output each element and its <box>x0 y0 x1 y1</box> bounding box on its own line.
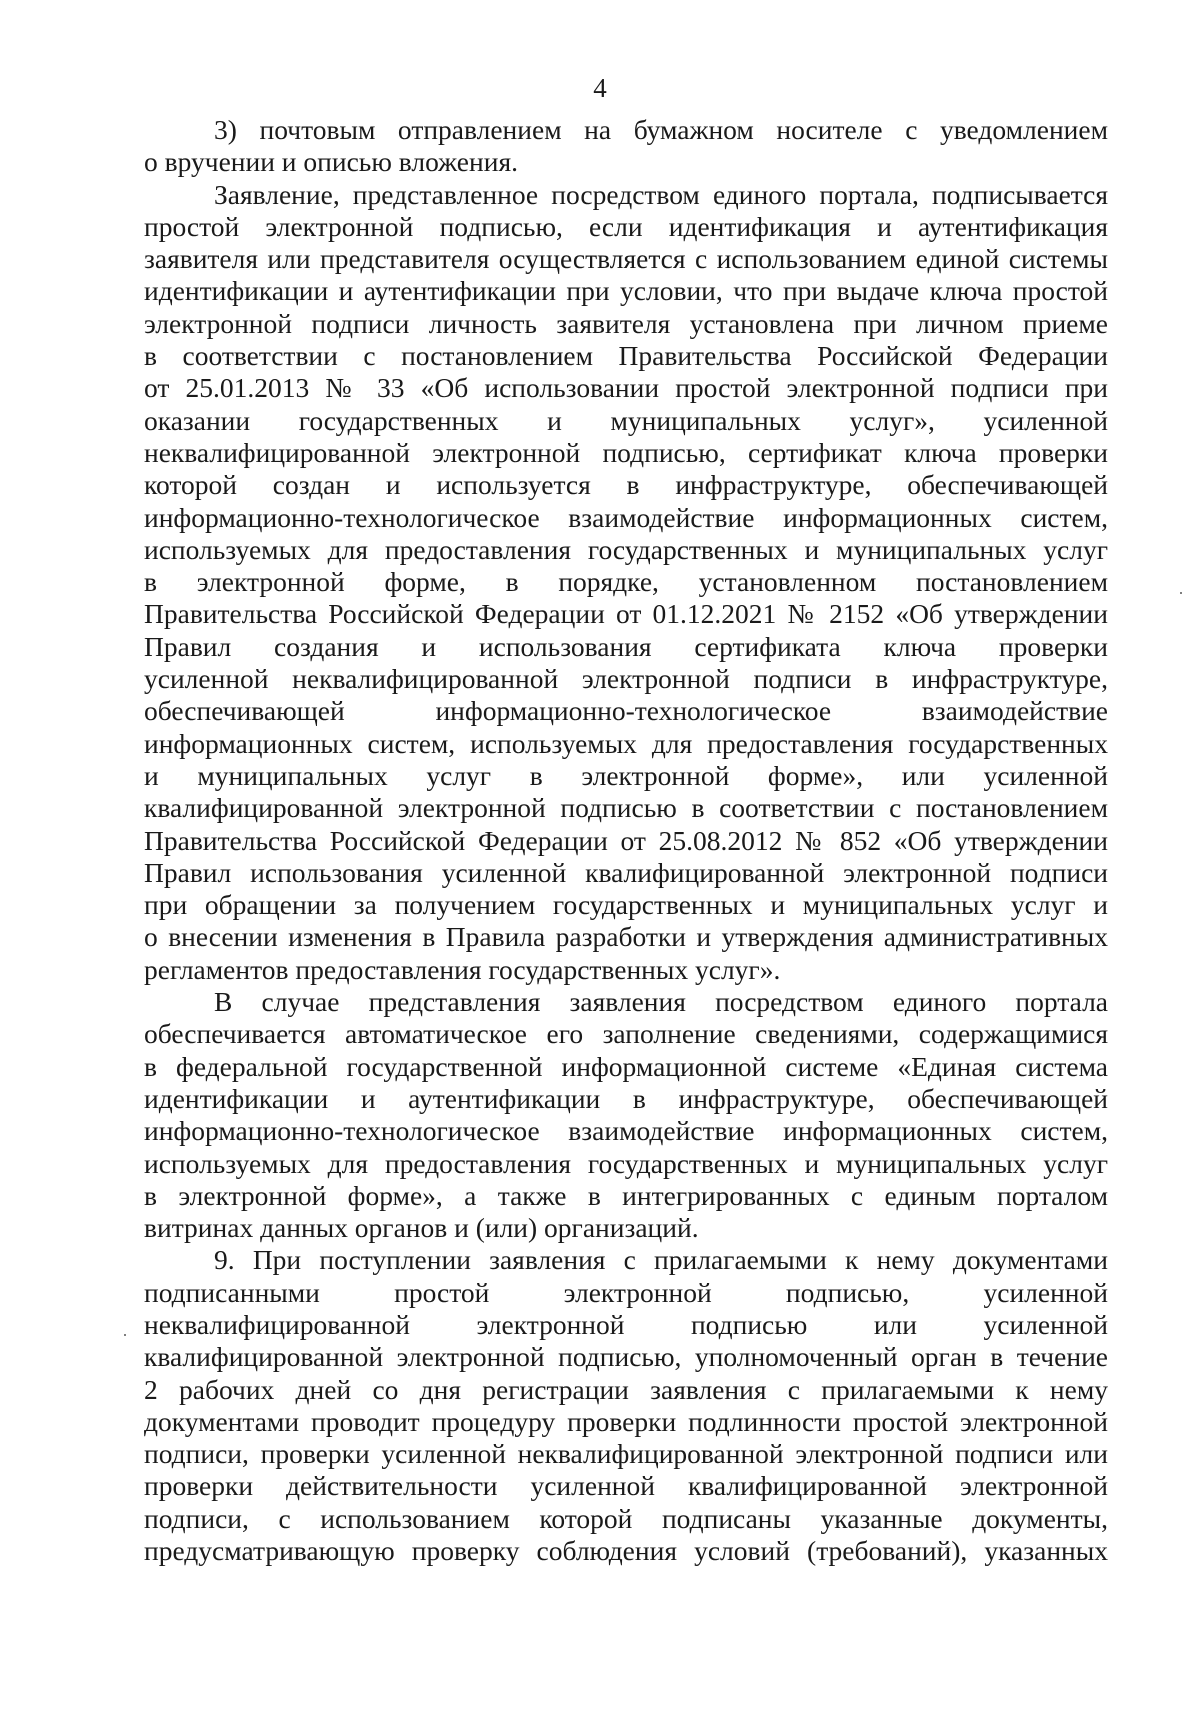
text-line: в федеральной государственной информационной системе «Единая система <box>144 1050 1108 1082</box>
text-line: и муниципальных услуг в электронной форме», или усиленной <box>144 759 1108 791</box>
document-body <box>144 114 1108 1567</box>
text-line: обеспечивается автоматическое его заполнение сведениями, содержащимися <box>144 1018 1108 1050</box>
text-line: подписанными простой электронной подписью, усиленной <box>144 1276 1108 1308</box>
scan-speck <box>124 1334 126 1336</box>
text-line: обеспечивающей информационно-технологическое взаимодействие <box>144 695 1108 727</box>
page-number: 4 <box>593 73 607 103</box>
text-line: Правительства Российской Федерации от 25.08.2012 № 852 «Об утверждении <box>144 824 1108 856</box>
text-line: которой создан и используется в инфраструктуре, обеспечивающей <box>144 469 1108 501</box>
text-line: идентификации и аутентификации в инфраструктуре, обеспечивающей <box>144 1082 1108 1114</box>
text-line: В случае представления заявления посредством единого портала <box>214 986 1108 1018</box>
text-line: витринах данных органов и (или) организаций. <box>144 1212 699 1244</box>
text-line: 3) почтовым отправлением на бумажном носителе с уведомлением <box>214 114 1108 145</box>
paragraph-portal-autofill <box>144 986 1108 1244</box>
text-line: предусматривающую проверку соблюдения условий (требований), указанных <box>144 1535 1108 1567</box>
text-line: проверки действительности усиленной квалифицированной электронной <box>144 1470 1108 1502</box>
text-line: неквалифицированной электронной подписью или усиленной <box>144 1308 1108 1340</box>
text-line: оказании государственных и муниципальных услуг», усиленной <box>144 404 1108 436</box>
text-line: 2 рабочих дней со дня регистрации заявления с прилагаемыми к нему <box>144 1373 1108 1405</box>
text-line: в соответствии с постановлением Правительства Российской Федерации <box>144 340 1108 372</box>
text-line: о внесении изменения в Правила разработки и утверждения административных <box>144 921 1108 953</box>
text-line: простой электронной подписью, если идентификация и аутентификация <box>144 210 1108 242</box>
scan-speck <box>1180 592 1182 594</box>
text-line: подписи, с использованием которой подписаны указанные документы, <box>144 1502 1108 1534</box>
text-line: неквалифицированной электронной подписью, сертификат ключа проверки <box>144 436 1108 468</box>
text-line: документами проводит процедуру проверки подлинности простой электронной <box>144 1405 1108 1437</box>
text-line: квалифицированной электронной подписью в соответствии с постановлением <box>144 792 1108 824</box>
text-line: электронной подписи личность заявителя установлена при личном приеме <box>144 307 1108 339</box>
text-line: в электронной форме, в порядке, установленном постановлением <box>144 566 1108 598</box>
text-line: Заявление, представленное посредством единого портала, подписывается <box>214 178 1108 210</box>
text-line: о вручении и описью вложения. <box>144 146 518 178</box>
text-line: используемых для предоставления государственных и муниципальных услуг <box>144 533 1108 565</box>
text-line: используемых для предоставления государственных и муниципальных услуг <box>144 1147 1108 1179</box>
text-line: информационных систем, используемых для предоставления государственных <box>144 727 1108 759</box>
paragraph-postal-delivery <box>144 114 1108 179</box>
text-line: Правил создания и использования сертификата ключа проверки <box>144 630 1108 662</box>
text-line: квалифицированной электронной подписью, уполномоченный орган в течение <box>144 1341 1108 1373</box>
text-line: подписи, проверки усиленной неквалифицированной электронной подписи или <box>144 1438 1108 1470</box>
text-line: Правил использования усиленной квалифицированной электронной подписи <box>144 856 1108 888</box>
text-line: заявителя или представителя осуществляется с использованием единой системы <box>144 243 1108 275</box>
paragraph-item-9 <box>144 1244 1108 1567</box>
text-line: регламентов предоставления государственных услуг». <box>144 953 781 985</box>
text-line: от 25.01.2013 № 33 «Об использовании простой электронной подписи при <box>144 372 1108 404</box>
text-line: информационно-технологическое взаимодействие информационных систем, <box>144 1115 1108 1147</box>
paragraph-electronic-signature <box>144 179 1108 986</box>
text-line: 9. При поступлении заявления с прилагаемыми к нему документами <box>214 1244 1108 1276</box>
text-line: Правительства Российской Федерации от 01.12.2021 № 2152 «Об утверждении <box>144 598 1108 630</box>
text-line: в электронной форме», а также в интегрированных с единым порталом <box>144 1179 1108 1211</box>
text-line: информационно-технологическое взаимодействие информационных систем, <box>144 501 1108 533</box>
text-line: при обращении за получением государственных и муниципальных услуг и <box>144 889 1108 921</box>
text-line: идентификации и аутентификации при условии, что при выдаче ключа простой <box>144 275 1108 307</box>
text-line: усиленной неквалифицированной электронной подписи в инфраструктуре, <box>144 663 1108 695</box>
